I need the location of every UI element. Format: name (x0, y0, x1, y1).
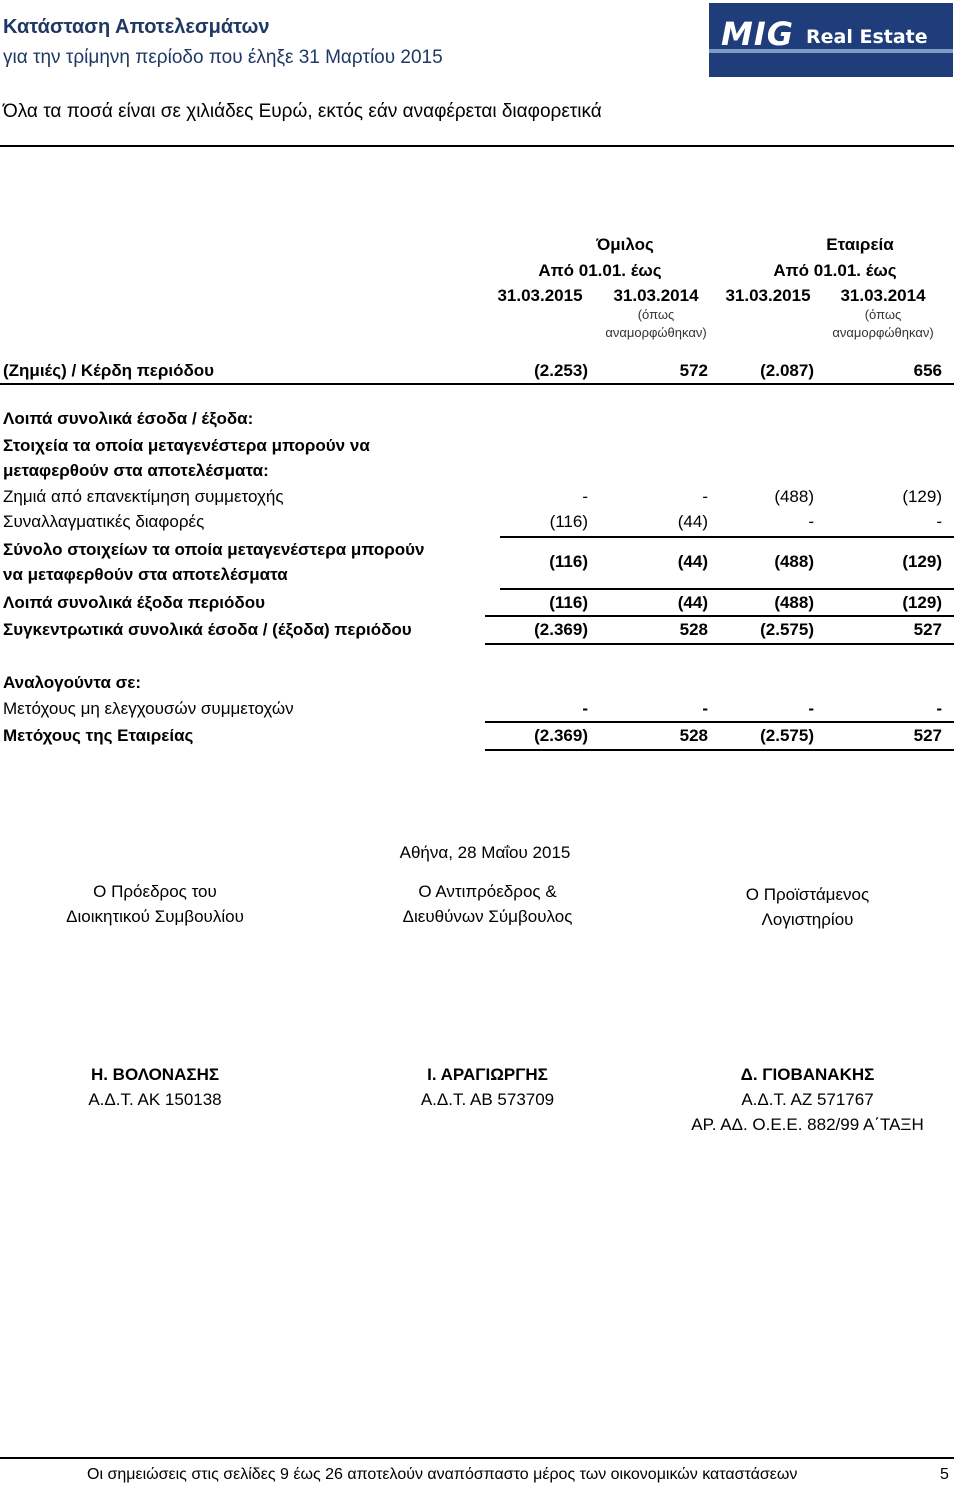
row-fx-v2: (44) (677, 512, 708, 531)
sig2-title-2: Διευθύνων Σύμβουλος (402, 907, 573, 926)
sig3-license: ΑΡ. ΑΔ. Ο.Ε.Ε. 882/99 Α΄ΤΑΞΗ (691, 1115, 924, 1134)
sig3-id: Α.Δ.Τ. ΑΖ 571767 (741, 1090, 874, 1109)
row-profit-v4: 656 (913, 361, 942, 380)
place-date: Αθήνα, 28 Μαΐου 2015 (399, 843, 571, 862)
page-title: Κατάσταση Αποτελεσμάτων (3, 16, 270, 38)
nci-underline (485, 721, 954, 723)
row-revaluation-label: Ζημιά από επανεκτίμηση συμμετοχής (3, 487, 284, 506)
row-nci-v2: - (702, 699, 708, 718)
restated-note-group-2: αναμορφώθηκαν) (605, 325, 707, 340)
row-total-ci-v3: (2.575) (760, 620, 814, 639)
reclass-heading-2: μεταφερθούν στα αποτελέσματα: (3, 461, 269, 480)
row-revaluation-v3: (488) (774, 487, 814, 506)
row-subtotal-label-1: Σύνολο στοιχείων τα οποία μεταγενέστερα μπορούν (3, 540, 425, 559)
row-fx-v1: (116) (549, 512, 588, 531)
owners-underline (485, 749, 954, 751)
currency-note: Όλα τα ποσά είναι σε χιλιάδες Ευρώ, εκτός εάν αναφέρεται διαφορετικά (3, 101, 602, 122)
oci-total-underline (485, 615, 954, 617)
sig2-title-1: Ο Αντιπρόεδρος & (418, 882, 557, 901)
row-oci-total-v3: (488) (774, 593, 814, 612)
row-nci-v3: - (808, 699, 814, 718)
row-subtotal-v3: (488) (774, 552, 814, 571)
sig1-title-2: Διοικητικού Συμβουλίου (66, 907, 244, 926)
sig3-title-2: Λογιστηρίου (761, 910, 854, 929)
row-total-ci-v4: 527 (913, 620, 942, 639)
row-oci-total-v2: (44) (677, 593, 708, 612)
row-nci-v4: - (936, 699, 942, 718)
col-date-1: 31.03.2015 (497, 286, 583, 305)
sig3-name: Δ. ΓΙΟΒΑΝΑΚΗΣ (740, 1065, 875, 1084)
row-total-ci-label: Συγκεντρωτικά συνολικά έσοδα / (έξοδα) περιόδου (3, 620, 412, 639)
company-period-label: Από 01.01. έως (773, 261, 897, 280)
oci-heading: Λοιπά συνολικά έσοδα / έξοδα: (3, 409, 254, 428)
footer-rule (0, 1457, 954, 1459)
col-date-4: 31.03.2014 (840, 286, 926, 305)
col-date-3: 31.03.2015 (725, 286, 811, 305)
row-profit-v3: (2.087) (760, 361, 814, 380)
row-owners-v3: (2.575) (760, 726, 814, 745)
row-nci-v1: - (582, 699, 588, 718)
group-header: Όμιλος (596, 235, 654, 254)
row-revaluation-v4: (129) (902, 487, 942, 506)
row-oci-total-label: Λοιπά συνολικά έξοδα περιόδου (3, 593, 265, 612)
attrib-heading: Αναλογούντα σε: (3, 673, 142, 692)
row-subtotal-label-2: να μεταφερθούν στα αποτελέσματα (3, 565, 288, 584)
logo-real-estate: Real Estate (806, 26, 928, 48)
sig2-name: Ι. ΑΡΑΓΙΩΡΓΗΣ (427, 1065, 548, 1084)
reclass-heading-1: Στοιχεία τα οποία μεταγενέστερα μπορούν να (3, 436, 370, 455)
row-nci-label: Μετόχους μη ελεγχουσών συμμετοχών (3, 699, 294, 718)
header-rule (0, 145, 954, 147)
row-subtotal-v4: (129) (902, 552, 942, 571)
sig1-id: Α.Δ.Τ. ΑΚ 150138 (88, 1090, 222, 1109)
row-owners-label: Μετόχους της Εταιρείας (3, 726, 194, 745)
sig1-title-1: Ο Πρόεδρος του (93, 882, 217, 901)
logo-mig: MIG (721, 15, 795, 53)
row-total-ci-v1: (2.369) (534, 620, 588, 639)
subtotal-underline (500, 588, 954, 590)
sig2-id: Α.Δ.Τ. ΑΒ 573709 (420, 1090, 555, 1109)
footer-note: Οι σημειώσεις στις σελίδες 9 έως 26 αποτελούν αναπόσπαστο μέρος των οικονομικών καταστάσεων (87, 1466, 798, 1483)
profit-rule (0, 383, 954, 385)
row-owners-v4: 527 (913, 726, 942, 745)
row-profit-v1: (2.253) (534, 361, 588, 380)
company-logo (709, 3, 953, 77)
row-subtotal-v2: (44) (677, 552, 708, 571)
page-number: 5 (940, 1466, 949, 1483)
restated-note-company-2: αναμορφώθηκαν) (832, 325, 934, 340)
row-oci-total-v1: (116) (549, 593, 588, 612)
row-total-ci-v2: 528 (679, 620, 708, 639)
page-subtitle: για την τρίμηνη περίοδο που έληξε 31 Μαρτίου 2015 (3, 47, 443, 68)
row-owners-v1: (2.369) (534, 726, 588, 745)
sig3-title-1: Ο Προϊστάμενος (745, 885, 870, 904)
row-subtotal-v1: (116) (549, 552, 588, 571)
fx-underline (500, 536, 954, 538)
row-revaluation-v1: - (582, 487, 588, 506)
row-revaluation-v2: - (702, 487, 708, 506)
row-fx-label: Συναλλαγματικές διαφορές (3, 512, 205, 531)
row-profit-v2: 572 (679, 361, 708, 380)
sig1-name: Η. ΒΟΛΟΝΑΣΗΣ (90, 1065, 220, 1084)
restated-note-group-1: (όπως (637, 307, 675, 322)
row-profit-label: (Ζημιές) / Κέρδη περιόδου (3, 361, 215, 380)
row-oci-total-v4: (129) (902, 593, 942, 612)
col-date-2: 31.03.2014 (613, 286, 699, 305)
company-header: Εταιρεία (826, 235, 894, 254)
row-fx-v3: - (808, 512, 814, 531)
total-ci-underline (485, 643, 954, 645)
row-fx-v4: - (936, 512, 942, 531)
restated-note-company-1: (όπως (864, 307, 902, 322)
group-period-label: Από 01.01. έως (538, 261, 662, 280)
row-owners-v2: 528 (679, 726, 708, 745)
